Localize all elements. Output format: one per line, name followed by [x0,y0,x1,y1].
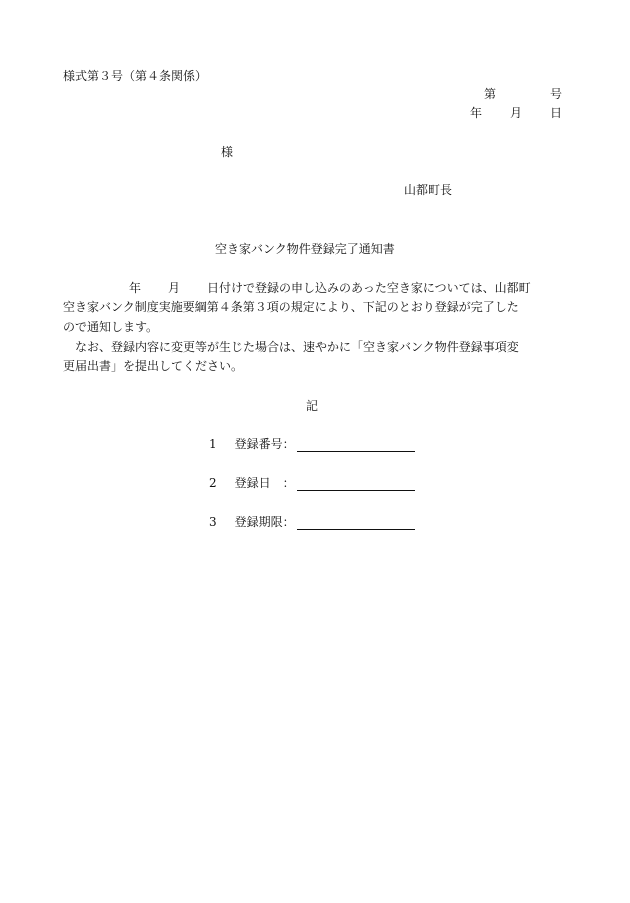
body-year: 年 [129,281,142,295]
registration-date-field[interactable] [297,478,415,491]
body-line5: 更届出書」を提出してください。 [63,359,244,373]
item-number: 3 [209,515,217,529]
item-row [209,474,415,491]
registration-number-field[interactable] [297,439,415,452]
date-year: 年 [470,106,483,120]
item-row [209,435,415,452]
document-title: 空き家バンク物件登録完了通知書 [215,242,395,256]
addressee-suffix: 様 [221,145,234,159]
item-number: 2 [209,476,217,490]
item-number: 1 [209,437,217,451]
body-line3: ので通知します。 [63,320,159,334]
body-line4: なお、登録内容に変更等が生じた場合は、速やかに「空き家バンク物件登録事項変 [75,340,519,354]
sender-title: 山都町長 [404,183,453,197]
registration-expiry-field[interactable] [297,517,415,530]
doc-number-suffix: 号 [550,87,563,101]
body-line1: 日付けで登録の申し込みのあった空き家については、山都町 [207,281,531,295]
date-month: 月 [510,106,523,120]
item-row [209,513,415,530]
item-label: 登録番号： [234,437,295,451]
date-day: 日 [550,106,563,120]
doc-number-prefix: 第 [484,87,497,101]
item-label: 登録期限： [234,515,295,529]
body-month: 月 [168,281,181,295]
form-label: 様式第３号（第４条関係） [63,69,208,83]
ki-heading: 記 [306,399,319,413]
item-label: 登録日 ： [234,476,295,490]
body-line2: 空き家バンク制度実施要綱第４条第３項の規定により、下記のとおり登録が完了した [63,300,519,314]
